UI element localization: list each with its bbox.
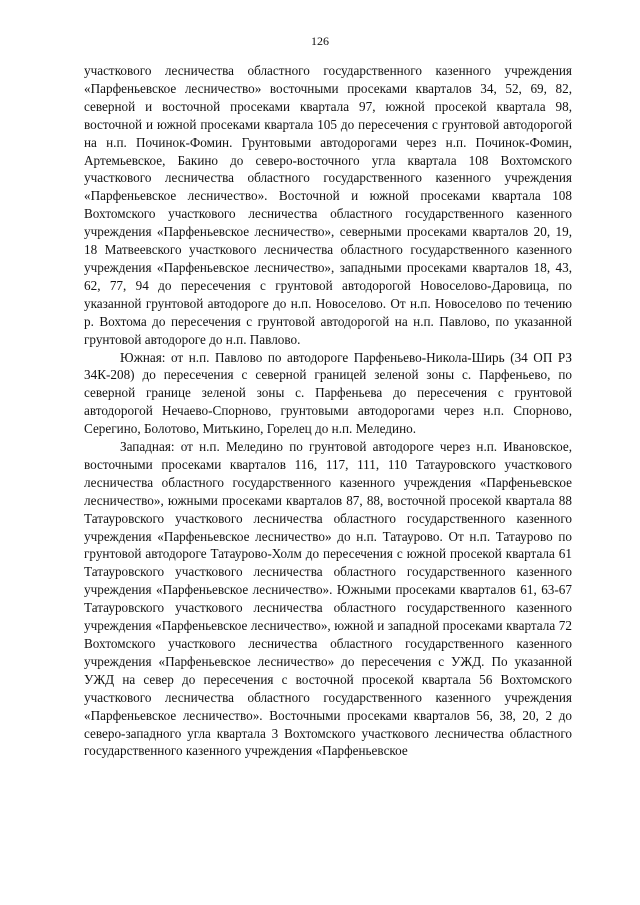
document-body xyxy=(84,62,572,760)
paragraph-south-boundary: Южная: от н.п. Павлово по автодороге Парфеньево-Никола-Ширь (34 ОП РЗ 34К-208) до пересечения с северной границей зеленой зоны с. Парфеньево, по северной границе зеленой зоны с. Парфеньева до пересечения с грунтовой автодорогой Нечаево-Спорново, грунтовыми автодорогами через н.п. Спорново, Серегино, Болотово, Митькино, Горелец до н.п. Меледино. xyxy=(84,349,572,437)
paragraph-north-boundary-continued: участкового лесничества областного государственного казенного учреждения «Парфеньевское лесничество» восточными просеками кварталов 34, 52, 69, 82, северной и восточной просеками квартала 97, южной просекой квартала 98, восточной и южной просеками квартала 105 до пересечения с грунтовой автодорогой на н.п. Починок-Фомин. Грунтовыми автодорогами через н.п. Починок-Фомин, Артемьевское, Бакино до северо-восточного угла квартала 108 Вохтомского участкового лесничества областного государственного казенного учреждения «Парфеньевское лесничество». Восточной и южной просеками квартала 108 Вохтомского участкового лесничества областного государственного казенного учреждения «Парфеньевское лесничество», северными просеками кварталов 20, 19, 18 Матвеевского участкового лесничества областного государственного казенного учреждения «Парфеньевское лесничество», западными просеками кварталов 18, 43, 62, 77, 94 до пересечения с грунтовой автодорогой Новоселово-Даровица, по указанной грунтовой автодороге до н.п. Новоселово. От н.п. Новоселово по течению р. Вохтома до пересечения с грунтовой автодорогой на н.п. Павлово, по указанной грунтовой автодороге до н.п. Павлово. xyxy=(84,63,572,347)
page-number: 126 xyxy=(311,34,329,48)
paragraph-west-boundary: Западная: от н.п. Меледино по грунтовой автодороге через н.п. Ивановское, восточными просеками кварталов 116, 117, 111, 110 Татауровского участкового лесничества областного государственного казенного учреждения «Парфеньевское лесничество», южными просеками кварталов 87, 88, восточной просекой квартала 88 Татауровского участкового лесничества областного государственного казенного учреждения «Парфеньевское лесничество» до н.п. Татаурово. От н.п. Татаурово по грунтовой автодороге Татаурово-Холм до пересечения с южной просекой квартала 61 Татауровского участкового лесничества областного государственного казенного учреждения «Парфеньевское лесничество». Южными просеками кварталов 61, 63-67 Татауровского участкового лесничества областного государственного казенного учреждения «Парфеньевское лесничество», южной и западной просеками квартала 72 Вохтомского участкового лесничества областного государственного казенного учреждения «Парфеньевское лесничество» до пересечения с УЖД. По указанной УЖД на север до пересечения с восточной просекой квартала 56 Вохтомского участкового лесничества областного государственного казенного учреждения «Парфеньевское лесничество». Восточными просеками кварталов 56, 38, 20, 2 до северо-западного угла квартала 3 Вохтомского участкового лесничества областного государственного казенного учреждения «Парфеньевское xyxy=(84,439,572,759)
